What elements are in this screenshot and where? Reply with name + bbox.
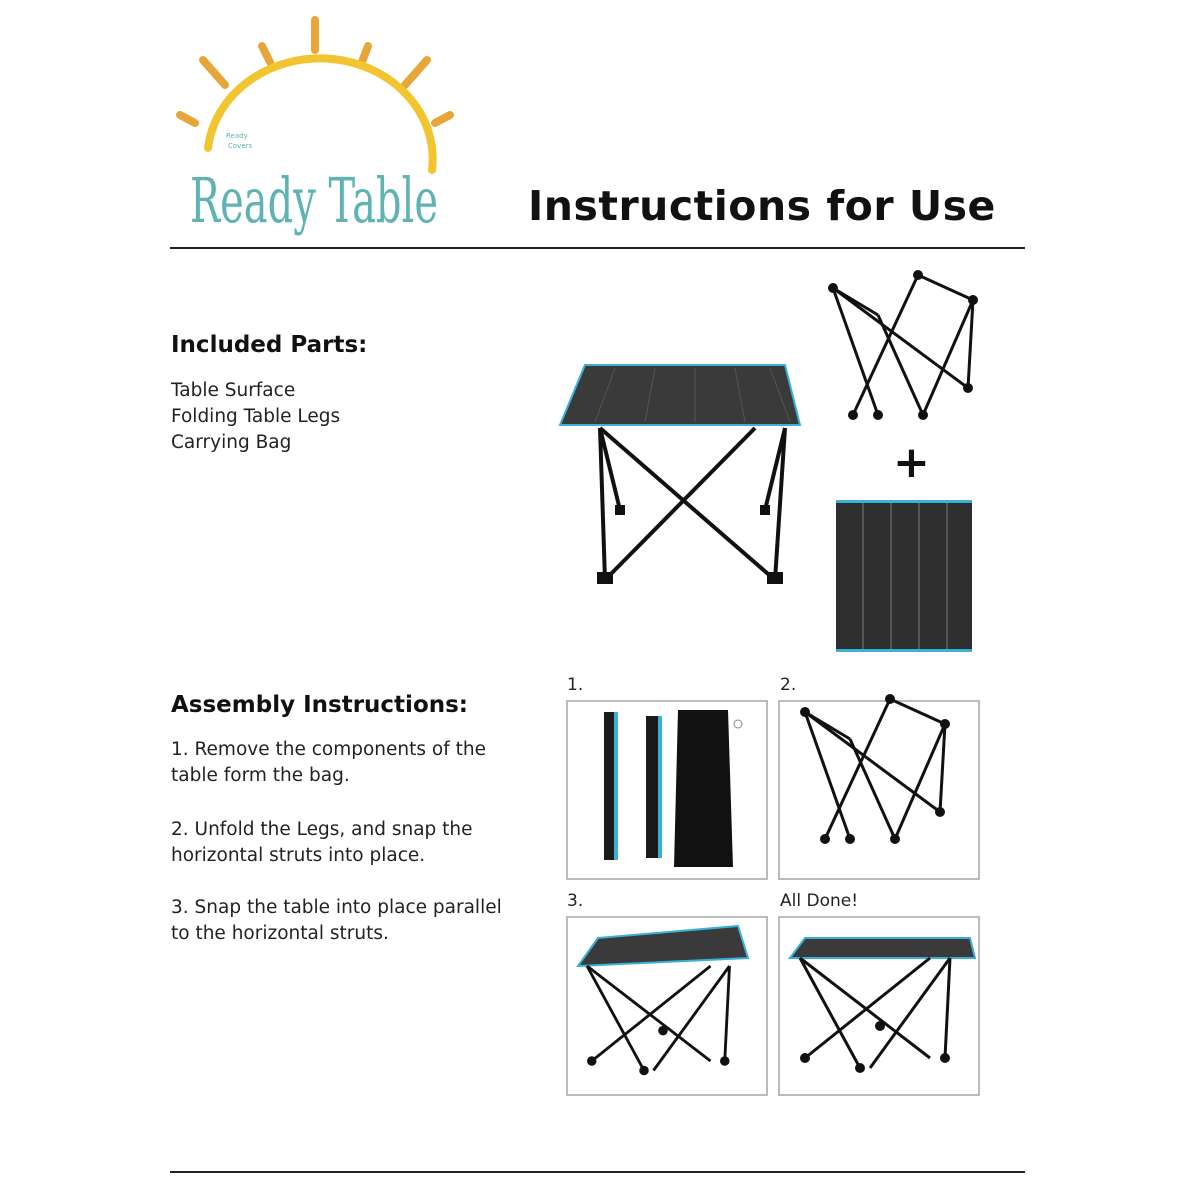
- plus-sign: +: [893, 437, 930, 488]
- step-line: 1. Remove the components of the: [171, 739, 486, 760]
- panel-label-1: 1.: [567, 675, 584, 695]
- step-line: table form the bag.: [171, 765, 350, 786]
- panel-label-3: 3.: [567, 891, 584, 911]
- step-2-panel: [778, 700, 980, 880]
- part-item: Folding Table Legs: [171, 406, 341, 427]
- assembly-step: [171, 895, 502, 947]
- panel-label-done: All Done!: [780, 891, 859, 911]
- step-line: to the horizontal struts.: [171, 923, 389, 944]
- assembly-step: [171, 817, 473, 869]
- table-surface-image: [836, 500, 972, 652]
- step-line: 3. Snap the table into place parallel: [171, 897, 502, 918]
- assembly-step: [171, 737, 486, 789]
- part-item: Table Surface: [171, 380, 296, 401]
- step-3-panel: [566, 916, 768, 1096]
- svg-text:Ready: Ready: [226, 132, 248, 140]
- included-parts-heading: Included Parts:: [171, 332, 368, 358]
- page-title: Instructions for Use: [528, 182, 996, 230]
- ready-table-logo: [170, 10, 470, 240]
- panel-label-2: 2.: [780, 675, 797, 695]
- step-line: 2. Unfold the Legs, and snap the: [171, 819, 473, 840]
- bottom-divider: [170, 1171, 1025, 1173]
- included-parts-list: [171, 378, 340, 456]
- step-1-panel: [566, 700, 768, 880]
- assembly-heading: Assembly Instructions:: [171, 692, 469, 718]
- part-item: Carrying Bag: [171, 432, 292, 453]
- assembled-table-image: [555, 360, 805, 600]
- svg-text:Covers: Covers: [228, 142, 253, 150]
- svg-text:Ready Table: Ready Table: [190, 164, 438, 237]
- folding-legs-image: [828, 270, 983, 425]
- all-done-panel: [778, 916, 980, 1096]
- step-line: horizontal struts into place.: [171, 845, 426, 866]
- top-divider: [170, 247, 1025, 249]
